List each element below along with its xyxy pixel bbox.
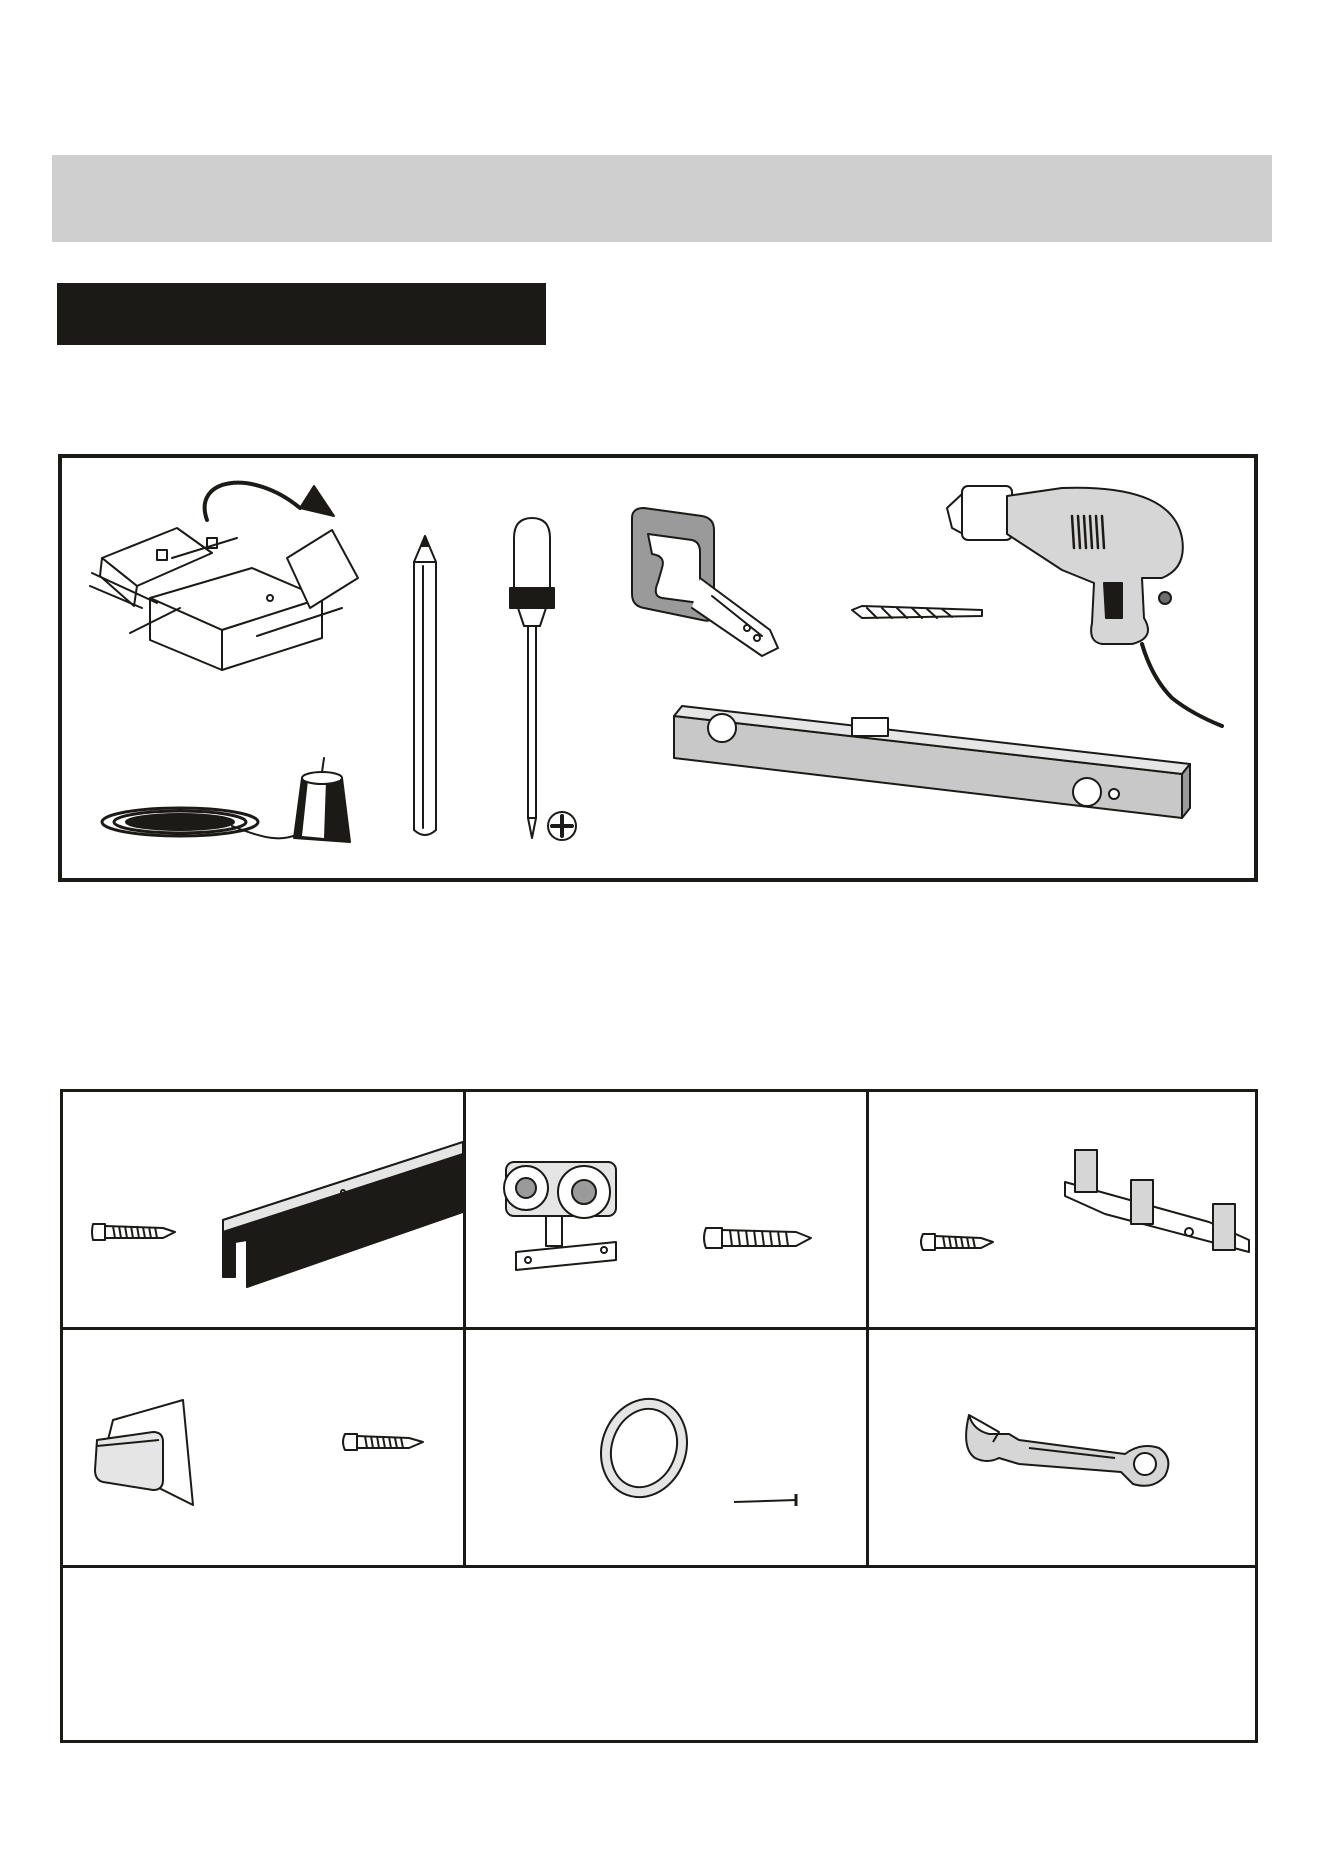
parts-grid xyxy=(60,1089,1258,1743)
tape-measure-icon xyxy=(632,508,778,656)
notes-area xyxy=(63,1567,1255,1739)
top-track-icon xyxy=(223,1142,463,1287)
part-cell-2 xyxy=(466,1092,866,1327)
section-title-bar xyxy=(57,283,546,345)
screw-icon xyxy=(343,1434,423,1450)
part-cell-6 xyxy=(869,1330,1261,1565)
pencil-icon xyxy=(414,536,436,835)
part-cell-3 xyxy=(869,1092,1261,1327)
part-cell-5 xyxy=(466,1330,866,1565)
roller-carriage-icon xyxy=(504,1162,616,1270)
part-cell-4 xyxy=(63,1330,463,1565)
screw-icon xyxy=(921,1234,993,1250)
drill-bit-icon xyxy=(852,606,982,618)
screw-icon xyxy=(704,1228,811,1248)
floor-guide-icon xyxy=(1065,1150,1249,1252)
screwdriver-icon xyxy=(510,518,576,840)
screw-icon xyxy=(92,1224,175,1240)
spirit-level-icon xyxy=(674,706,1190,818)
header-band xyxy=(52,155,1272,242)
plumb-bob-icon xyxy=(102,758,350,842)
pin-icon xyxy=(734,1494,796,1506)
toolbox-icon xyxy=(90,483,358,670)
part-cell-1 xyxy=(63,1092,463,1327)
spanner-icon xyxy=(966,1415,1168,1486)
tools-panel xyxy=(58,454,1258,882)
drill-icon xyxy=(947,486,1222,726)
door-stop-icon xyxy=(95,1400,193,1505)
finger-pull-icon xyxy=(587,1387,700,1510)
